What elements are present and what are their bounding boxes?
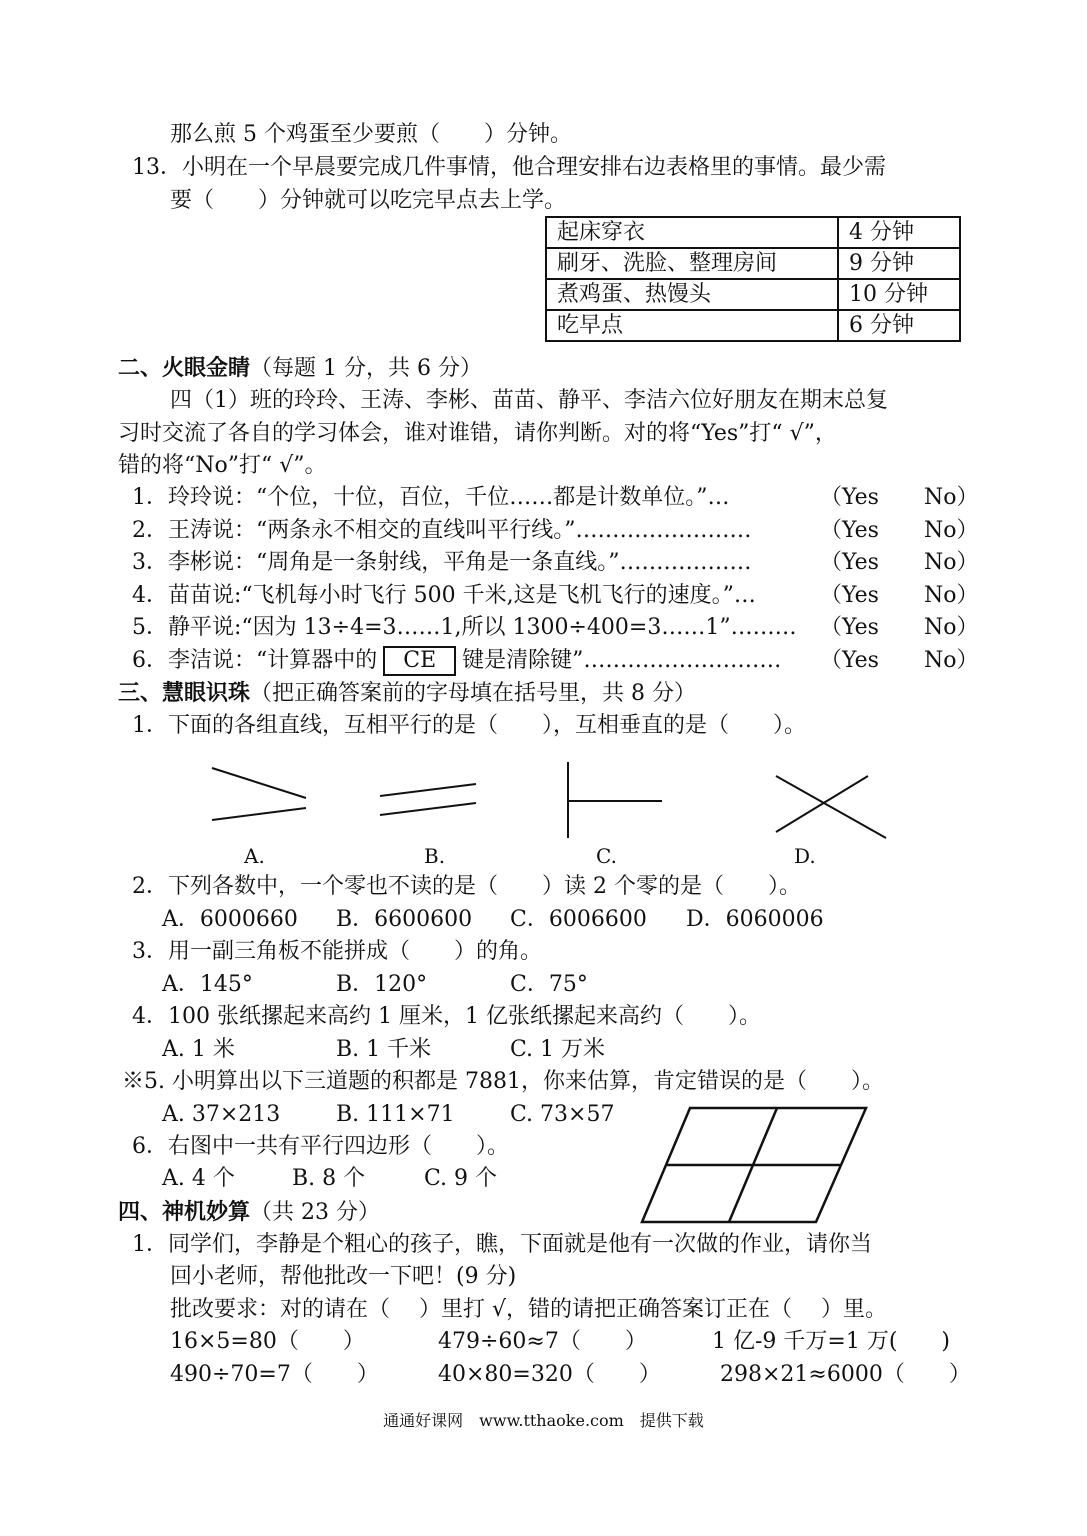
judge-item-1: 1．玲玲说：“个位，十位，百位，千位……都是计数单位。”… — [132, 485, 730, 510]
s3-q6-opt-a: A. 4 个 — [162, 1166, 235, 1191]
table-cell-time: 9 分钟 — [838, 248, 960, 279]
table-cell-time: 4 分钟 — [838, 217, 960, 248]
s3-q3-opt-c: C．75° — [510, 972, 588, 997]
section3-title: 三、慧眼识珠 — [118, 680, 251, 706]
figure-c — [568, 762, 662, 838]
s3-q3: 3．用一副三角板不能拼成（ ）的角。 — [132, 939, 542, 964]
s3-q3-opt-b: B．120° — [336, 972, 428, 997]
section2-intro1: 四（1）班的玲玲、王涛、李彬、苗苗、静平、李洁六位好朋友在期末总复 — [170, 388, 888, 413]
section2-note: （每题 1 分，共 6 分） — [250, 356, 482, 381]
judge-item-4: 4．苗苗说:“飞机每小时飞行 500 千米,这是飞机飞行的速度。”… — [132, 583, 756, 608]
no-option[interactable]: No） — [924, 648, 979, 673]
section4-heading — [118, 1197, 380, 1228]
s3-q2-opt-c: C．6006600 — [510, 907, 647, 932]
calc-item: 1 亿-9 千万=1 万( ) — [712, 1329, 951, 1354]
ce-key-box: CE — [383, 646, 456, 676]
figure-a — [212, 768, 306, 820]
yes-option[interactable]: （Yes — [820, 615, 879, 640]
yes-option[interactable]: （Yes — [820, 485, 879, 510]
calc-item: 16×5=80（ ） — [170, 1329, 365, 1354]
judge-item-6-post: 键是清除键”……………………… — [462, 648, 782, 673]
table-cell-time: 10 分钟 — [838, 279, 960, 310]
s4-q1-requirement: 批改要求：对的请在（ ）里打 √，错的请把正确答案订正在（ ）里。 — [170, 1297, 888, 1322]
table-cell-task: 起床穿衣 — [546, 217, 838, 248]
s3-q5-opt-b: B. 111×71 — [336, 1102, 455, 1127]
yes-option[interactable]: （Yes — [820, 648, 879, 673]
yes-option[interactable]: （Yes — [820, 518, 879, 543]
calc-item: 479÷60≈7（ ） — [438, 1329, 647, 1354]
s3-q5-opt-c: C. 73×57 — [510, 1102, 615, 1127]
s3-q6-opt-c: C. 9 个 — [424, 1166, 498, 1191]
s3-q4-opt-a: A. 1 米 — [162, 1037, 235, 1062]
q13-line2: 要（ ）分钟就可以吃完早点去上学。 — [170, 188, 567, 213]
section2-intro2: 习时交流了各自的学习体会，谁对谁错，请你判断。对的将“Yes”打“ √”， — [118, 421, 837, 446]
section4-title: 四、神机妙算 — [118, 1199, 251, 1225]
s3-q3-opt-a: A．145° — [162, 972, 253, 997]
s3-q2-opt-b: B．6600600 — [336, 907, 473, 932]
q13-line1: 13．小明在一个早晨要完成几件事情，他合理安排右边表格里的事情。最少需 — [132, 155, 886, 180]
s3-q4: 4．100 张纸摞起来高约 1 厘米，1 亿张纸摞起来高约（ ）。 — [132, 1004, 761, 1029]
figure-label-d: D. — [794, 844, 816, 868]
s3-q2: 2．下列各数中，一个零也不读的是（ ）读 2 个零的是（ ）。 — [132, 874, 801, 899]
figure-label-c: C. — [596, 844, 617, 868]
s4-q1-line2: 回小老师，帮他批改一下吧！(9 分) — [170, 1264, 517, 1289]
s3-q6-opt-b: B. 8 个 — [292, 1166, 366, 1191]
s3-q5-opt-a: A. 37×213 — [162, 1102, 281, 1127]
section2-title: 二、火眼金睛 — [118, 355, 251, 381]
no-option[interactable]: No） — [924, 615, 979, 640]
calc-item: 490÷70=7（ ） — [170, 1362, 379, 1387]
no-option[interactable]: No） — [924, 583, 979, 608]
table-cell-task: 刷牙、洗脸、整理房间 — [546, 248, 838, 279]
s4-q1-line1: 1．同学们，李静是个粗心的孩子，瞧，下面就是他有一次做的作业，请你当 — [132, 1232, 872, 1257]
parallelogram-figure — [636, 1104, 872, 1226]
judge-item-6-pre: 6．李洁说：“计算器中的 — [132, 648, 378, 673]
s3-q6: 6．右图中一共有平行四边形（ ）。 — [132, 1134, 509, 1159]
figure-b — [380, 784, 476, 815]
judge-item-2: 2．王涛说：“两条永不相交的直线叫平行线。”…………………… — [132, 518, 752, 543]
no-option[interactable]: No） — [924, 518, 979, 543]
section2-intro3: 错的将“No”打“ √”。 — [118, 453, 327, 478]
section4-note: （共 23 分） — [250, 1200, 380, 1225]
s3-q4-opt-c: C. 1 万米 — [510, 1037, 606, 1062]
yes-option[interactable]: （Yes — [820, 550, 879, 575]
table-cell-time: 6 分钟 — [838, 310, 960, 341]
figure-label-a: A. — [244, 844, 265, 868]
s3-q2-opt-a: A．6000660 — [162, 907, 298, 932]
yes-option[interactable]: （Yes — [820, 583, 879, 608]
table-cell-task: 吃早点 — [546, 310, 838, 341]
calc-item: 40×80=320（ ） — [438, 1362, 661, 1387]
figure-d — [776, 776, 886, 838]
figure-label-b: B. — [424, 844, 446, 868]
no-option[interactable]: No） — [924, 550, 979, 575]
footer-credit: 通通好课网 www.tthaoke.com 提供下载 — [383, 1411, 704, 1430]
judge-item-3: 3．李彬说：“周角是一条射线，平角是一条直线。”……………… — [132, 550, 752, 575]
s3-q1: 1．下面的各组直线，互相平行的是（ ），互相垂直的是（ ）。 — [132, 713, 806, 738]
q12-tail: 那么煎 5 个鸡蛋至少要煎（ ）分钟。 — [170, 122, 572, 147]
s3-q2-opt-d: D．6060006 — [686, 907, 824, 932]
calc-item: 298×21≈6000（ ） — [720, 1362, 971, 1387]
table-cell-task: 煮鸡蛋、热馒头 — [546, 279, 838, 310]
section3-note: （把正确答案前的字母填在括号里，共 8 分） — [250, 681, 697, 706]
s3-q5: ※5. 小明算出以下三道题的积都是 7881，你来估算，肯定错误的是（ ）。 — [122, 1069, 884, 1094]
s3-q4-opt-b: B. 1 千米 — [336, 1037, 432, 1062]
no-option[interactable]: No） — [924, 485, 979, 510]
judge-item-5: 5．静平说:“因为 13÷4=3……1,所以 1300÷400=3……1”……… — [132, 615, 797, 640]
